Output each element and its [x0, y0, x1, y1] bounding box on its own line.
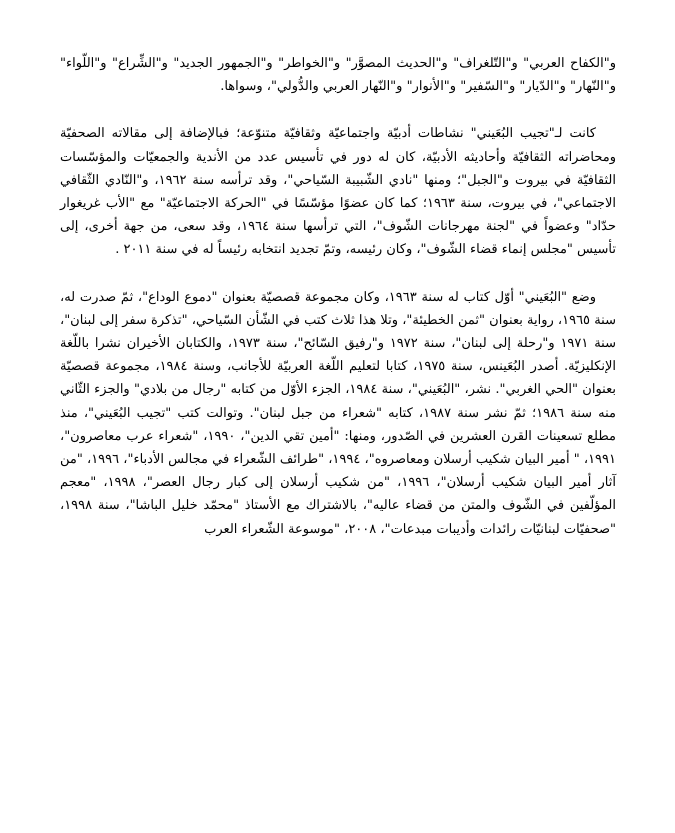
- paragraph-activities: كانت لـ"تجيب البُعَيني" نشاطات أدبيّة واجتماعيّة وثقافيّة متنوّعة؛ فبالإضافة إلى مقالاته الصحفيّة ومحاضراته الثقافيّة وأحاديثه الأدبيّة، كان له دور في تأسيس عدد من الأندية والجمعيّات والمؤسّسات الثقافيّة في بيروت و"الجبل"؛ ومنها "نادي الشّبيبة السّياحي"، وقد ترأسه سنة ١٩٦٢، و"النّادي الثّقافي الاجتماعي"، في بيروت، سنة ١٩٦٣؛ كما كان عضوًا مؤسّسًا في "الحركة الاجتماعيّة" مع "الأب غريغوار حدّاد" وعضواً في "لجنة مهرجانات الشّوف"، التي ترأسها سنة ١٩٦٤، وقد سعى، من جهة أخرى، إلى تأسيس "مجلس إنماء قضاء الشّوف"، وكان رئيسه، وتمّ تجديد انتخابه رئيساً له في سنة ٢٠١١ .: [60, 126, 616, 258]
- paragraph-publications: وضع "البُعَيني" أوّل كتاب له سنة ١٩٦٣، وكان مجموعة قصصيّة بعنوان "دموع الوداع"، ثمّ صدرت له، سنة ١٩٦٥، رواية بعنوان "ثمن الخطيئة"، وتلا هذا ثلاث كتب في الشّأن السّياحي، "تذكرة سفر إلى لبنان"، سنة ١٩٧١ و"رحلة إلى لبنان"، سنة ١٩٧٢ و"رفيق السّائح"، سنة ١٩٧٣، والكتابان الأخيران نشرا باللّغة الإنكليزيّة. أصدر البُعَينس، سنة ١٩٧٥، كتابا لتعليم اللّغة العربيّة للأجانب، وسنة ١٩٨٤، مجموعة قصصيّة بعنوان "الحي الغربي". نشر، "البُعَيني"، سنة ١٩٨٤، الجزء الأوّل من كتابه "رجال من بلادي" والجزء الثّاني منه سنة ١٩٨٦؛ ثمّ نشر سنة ١٩٨٧، كتابه "شعراء من جبل لبنان". وتوالت كتب "تجيب البُعَيني"، منذ مطلع تسعينات القرن العشرين في الصّدور، ومنها: "أمين تقي الدين"، ١٩٩٠، "شعراء عرب معاصرون"، ١٩٩١، " أمير البيان شكيب أرسلان ومعاصروه"، ١٩٩٤، "طرائف الشّعراء في مجالس الأدباء"، ١٩٩٦، "من آثار أمير البيان شكيب أرسلان"، ١٩٩٦، "من شكيب أرسلان إلى كبار رجال العصر"، ١٩٩٨، "معجم المؤلّفين في الشّوف والمتن من قضاء عاليه"، بالاشتراك مع الأستاذ "محمّد خليل الباشا"، سنة ١٩٩٨، "صحفيّات لبنانيّات رائدات وأديبات مبدعات"، ٢٠٠٨، "موسوعة الشّعراء العرب: [60, 289, 616, 537]
- paragraph-newspapers: و"الكفاح العربي" و"التّلغراف" و"الحديث المصوَّر" و"الخواطر" و"الجمهور الجديد" و"الشِّراع" و"اللّواء" و"النّهار" و"الدّيار" و"السّفير" و"الأنوار" و"النّهار العربي والدُّولي"، وسواها.: [60, 56, 616, 95]
- document-page: [60, 52, 616, 565]
